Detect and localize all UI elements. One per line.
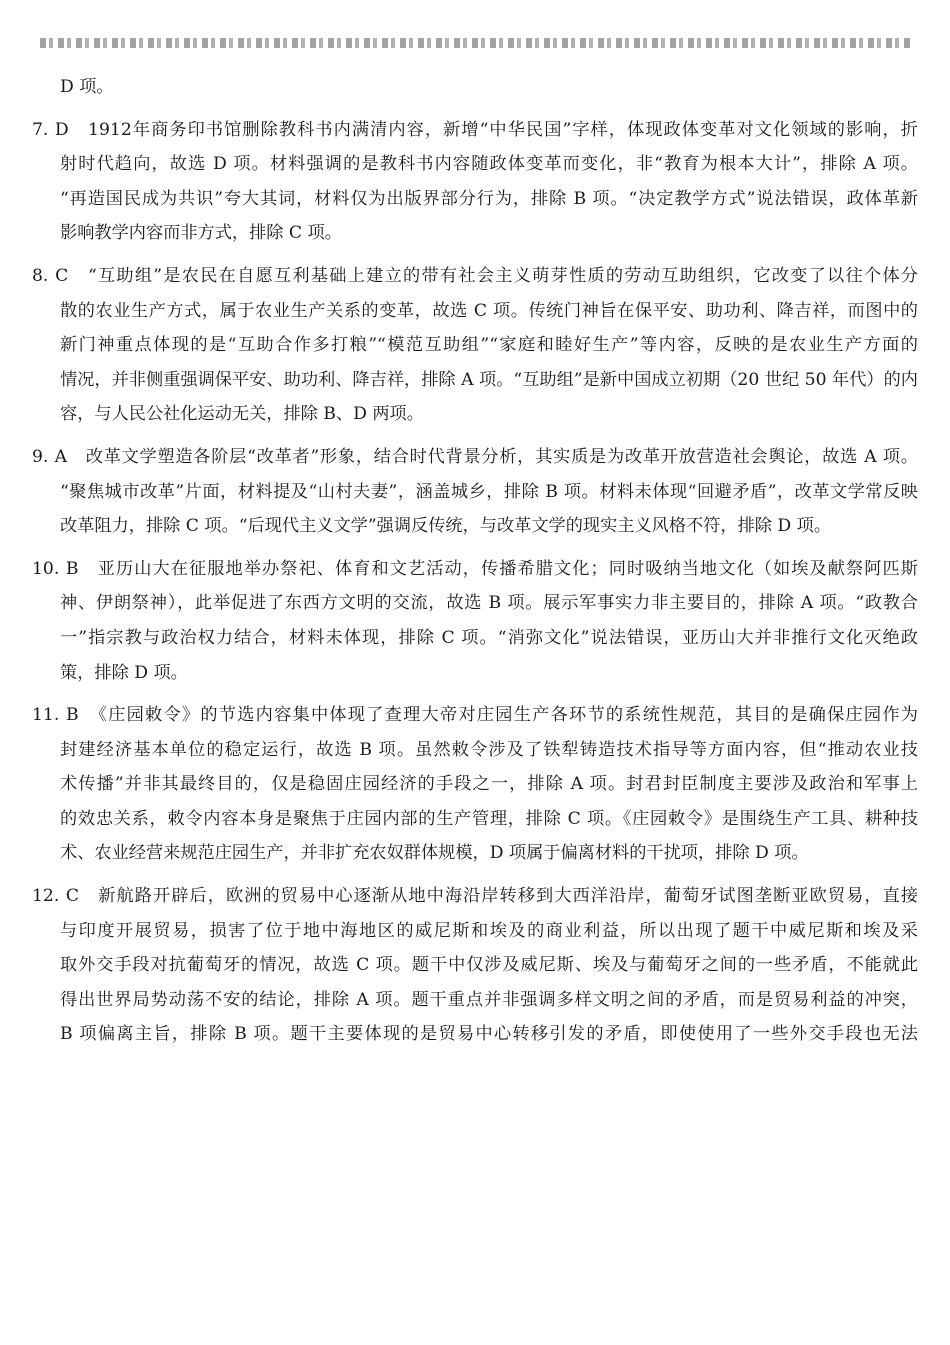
text-line: 神、伊朗祭神），此举促进了东西方文明的交流，故选 B 项。展示军事实力非主要目的，排除 A 项。“政教合 (60, 593, 918, 614)
paragraph-gap (32, 690, 918, 698)
text-line: 7. D 1912年商务印书馆删除教科书内满清内容，新增“中华民国”字样，体现政体变革对文化领域的影响，折 (32, 119, 918, 140)
answer-explanations (32, 70, 918, 1052)
text-line: 散的农业生产方式，属于农业生产关系的变革，故选 C 项。传统门神旨在保平安、助功利、降吉祥，而图中的 (60, 300, 918, 321)
text-line: “聚焦城市改革”片面，材料提及“山村夫妻”，涵盖城乡，排除 B 项。材料未体现“回避矛盾”，改革文学常反映 (60, 481, 918, 502)
text-line: 策，排除 D 项。 (60, 662, 188, 683)
text-line: 射时代趋向，故选 D 项。材料强调的是教科书内容随政体变革而变化，非“教育为根本大计”，排除 A 项。 (60, 154, 918, 175)
text-line: 新门神重点体现的是“互助合作多打粮”“模范互助组”“家庭和睦好生产”等内容，反映的是农业生产方面的 (60, 335, 918, 356)
paragraph-gap (32, 544, 918, 552)
paragraph-gap (32, 871, 918, 879)
text-line: 一”指宗教与政治权力结合，材料未体现，排除 C 项。“消弥文化”说法错误，亚历山大并非推行文化灭绝政 (60, 627, 918, 648)
paragraph-gap (32, 432, 918, 440)
text-line: D 项。 (60, 77, 114, 97)
text-line: 取外交手段对抗葡萄牙的情况，故选 C 项。题干中仅涉及威尼斯、埃及与葡萄牙之间的一些矛盾，不能就此 (60, 955, 918, 976)
text-line: 的效忠关系，敕令内容本身是聚焦于庄园内部的生产管理，排除 C 项。《庄园敕令》是围绕生产工具、耕种技 (60, 808, 918, 829)
text-line: 11. B 《庄园敕令》的节选内容集中体现了查理大帝对庄园生产各环节的系统性规范，其目的是确保庄园作为 (32, 705, 918, 726)
text-line: 与印度开展贸易，损害了位于地中海地区的威尼斯和埃及的商业利益，所以出现了题干中威尼斯和埃及采 (60, 920, 918, 941)
text-line: 容，与人民公社化运动无关，排除 B、D 两项。 (60, 404, 424, 425)
text-line: 8. C “互助组”是农民在自愿互利基础上建立的带有社会主义萌芽性质的劳动互助组织，它改变了以往个体分 (32, 265, 918, 286)
text-line: 得出世界局势动荡不安的结论，排除 A 项。题干重点并非强调多样文明之间的矛盾，而是贸易利益的冲突， (60, 989, 918, 1010)
paragraph-gap (32, 105, 918, 113)
text-line: 改革阻力，排除 C 项。“后现代主义文学”强调反传统，与改革文学的现实主义风格不符，排除 D 项。 (60, 516, 832, 537)
text-line: 9. A 改革文学塑造各阶层“改革者”形象，结合时代背景分析，其实质是为改革开放营造社会舆论，故选 A 项。 (32, 446, 918, 467)
text-line: B 项偏离主旨，排除 B 项。题干主要体现的是贸易中心转移引发的矛盾，即使使用了一些外交手段也无法 (60, 1024, 918, 1045)
text-line: 封建经济基本单位的稳定运行，故选 B 项。虽然敕令涉及了铁犁铸造技术指导等方面内容，但“推动农业技 (60, 739, 918, 760)
text-line: 情况，并非侧重强调保平安、助功利、降吉祥，排除 A 项。“互助组”是新中国成立初期（20 世纪 50 年代）的内 (60, 369, 918, 390)
text-line: 10. B 亚历山大在征服地举办祭祀、体育和文艺活动，传播希腊文化；同时吸纳当地文化（如埃及献祭阿匹斯 (32, 558, 918, 579)
paragraph-gap (32, 251, 918, 259)
text-line: “再造国民成为共识”夸大其词，材料仅为出版界部分行为，排除 B 项。“决定教学方式”说法错误，政体革新 (60, 188, 918, 209)
text-line: 12. C 新航路开辟后，欧洲的贸易中心逐渐从地中海沿岸转移到大西洋沿岸，葡萄牙试图垄断亚欧贸易，直接 (32, 886, 918, 907)
cropped-top-line (40, 38, 912, 48)
text-line: 影响教学内容而非方式，排除 C 项。 (60, 223, 342, 244)
text-line: 术传播”并非其最终目的，仅是稳固庄园经济的手段之一，排除 A 项。封君封臣制度主要涉及政治和军事上 (60, 774, 918, 795)
text-line: 术、农业经营来规范庄园生产，并非扩充农奴群体规模，D 项属于偏离材料的干扰项，排除 D 项。 (60, 843, 809, 864)
